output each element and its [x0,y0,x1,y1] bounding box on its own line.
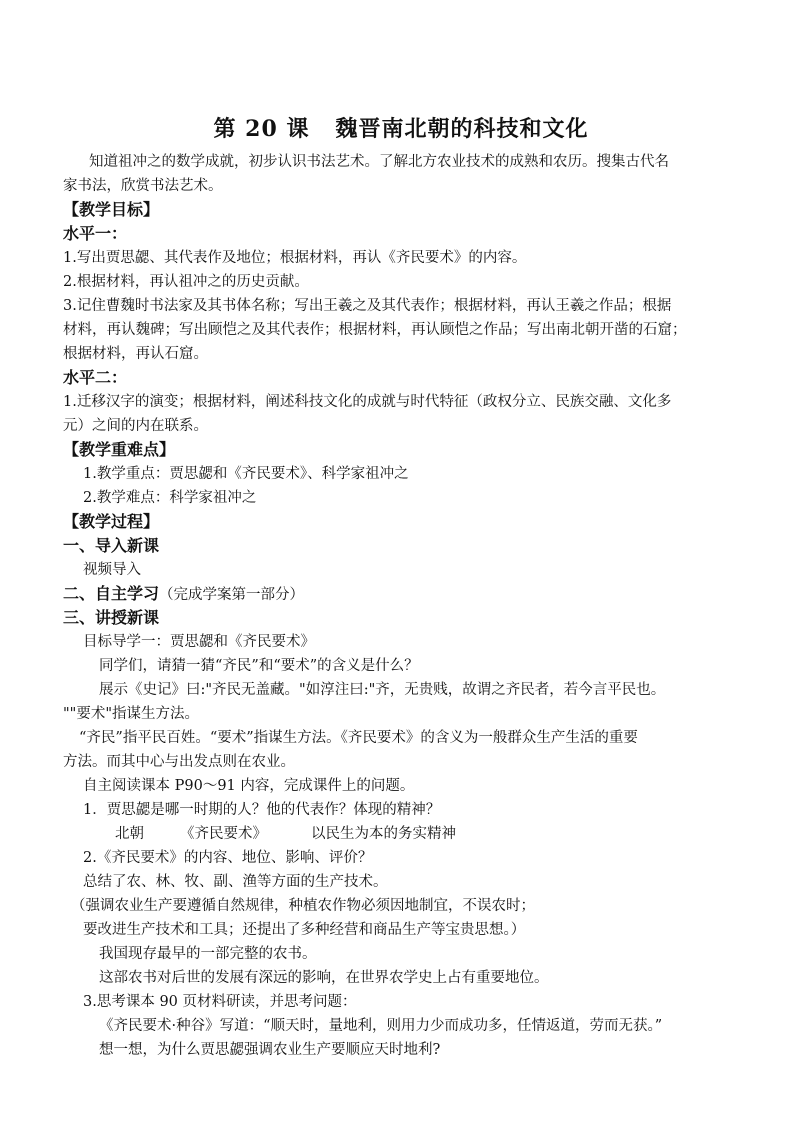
answer-2b: （强调农业生产要遵循自然规律，种植农作物必须因地制宜，不误农时； [71,898,535,914]
keypoints-heading: 【教学重难点】 [63,440,176,459]
process-heading: 【教学过程】 [63,512,160,531]
section-3-heading: 三、讲授新课 [63,608,160,627]
answer-1-work: 《齐民要术》 [180,826,267,842]
section-1-text: 视频导入 [83,562,141,578]
goal-item: 2.根据材料，再认祖冲之的历史贡献。 [63,274,309,290]
answer-2e: 这部农书对后世的发展有深远的影响，在世界农学史上占有重要地位。 [99,970,549,986]
section-2-note: （完成学案第一部分） [159,587,305,603]
question-text: 同学们，请猜一猜“齐民”和“要术”的含义是什么？ [99,658,419,674]
answer-1-spirit: 以民生为本的务实精神 [311,826,456,842]
goal-item: 1.写出贾思勰、其代表作及地位；根据材料，再认《齐民要术》的内容。 [63,250,527,266]
goal-item: 元）之间的内在联系。 [63,418,208,434]
think-question: 想一想，为什么贾思勰强调农业生产要顺应天时地利? [99,1042,441,1058]
question-1: 1．贾思勰是哪一时期的人？他的代表作？体现的精神？ [83,802,441,818]
goal-item: 3.记住曹魏时书法家及其书体名称；写出王羲之及其代表作；根据材料，再认王羲之作品；根据 [63,298,672,314]
show-text-1: 展示《史记》曰:"齐民无盖藏。"如淳注曰:"齐，无贵贱，故谓之齐民者，若今言平民也。 [99,682,666,698]
meaning-text-2: 方法。而其中心与出发点则在农业。 [63,754,295,770]
page-title [63,112,739,146]
answer-1-period: 北朝 [115,826,144,842]
answer-1 [63,822,739,846]
answer-2d: 我国现存最早的一部完整的农书。 [99,946,317,962]
question-2: 2.《齐民要术》的内容、地位、影响、评价？ [83,850,373,866]
answer-2a: 总结了农、林、牧、副、渔等方面的生产技术。 [83,874,388,890]
keypoint-item: 1.教学重点：贾思勰和《齐民要术》、科学家祖冲之 [83,466,409,482]
show-text-2: ""要术"指谋生方法。 [63,706,200,722]
meaning-text-1: “齐民”指平民百姓。“要术”指谋生方法。《齐民要术》的含义为一般群众生产生活的重要 [79,730,638,746]
intro-line-2: 家书法，欣赏书法艺术。 [63,178,223,194]
quote-text: 《齐民要术·种谷》写道：“顺天时，量地利，则用力少而成功多，任情返道，劳而无获。” [99,1018,663,1034]
goals-heading: 【教学目标】 [63,200,160,219]
answer-2c: 要改进生产技术和工具；还提出了多种经营和商品生产等宝贵思想。） [83,922,526,938]
level2-heading: 水平二： [63,368,128,387]
intro-line-1: 知道祖冲之的数学成就，初步认识书法艺术。了解北方农业技术的成熟和农历。搜集古代名 [89,154,669,170]
goal-item: 1.迁移汉字的演变；根据材料，阐述科技文化的成就与时代特征（政权分立、民族交融、文化多 [63,394,672,410]
goal-item: 根据材料，再认石窟。 [63,346,208,362]
reading-instruction: 自主阅读课本 P90～91 内容，完成课件上的问题。 [83,778,415,794]
lesson-number: 第 20 课 [213,116,310,142]
section-2-heading: 二、自主学习 [63,584,160,603]
goal-guide-1: 目标导学一：贾思勰和《齐民要术》 [83,634,315,650]
lesson-name: 魏晋南北朝的科技和文化 [335,116,589,142]
question-3: 3.思考课本 90 页材料研读，并思考问题： [83,994,357,1010]
document-page [63,112,739,1062]
keypoint-item: 2.教学难点：科学家祖冲之 [83,490,257,506]
section-2-line [63,582,739,606]
level1-heading: 水平一： [63,224,128,243]
section-1-heading: 一、导入新课 [63,536,160,555]
goal-item: 材料，再认魏碑；写出顾恺之及其代表作；根据材料，再认顾恺之作品；写出南北朝开凿的石窟； [63,322,687,338]
